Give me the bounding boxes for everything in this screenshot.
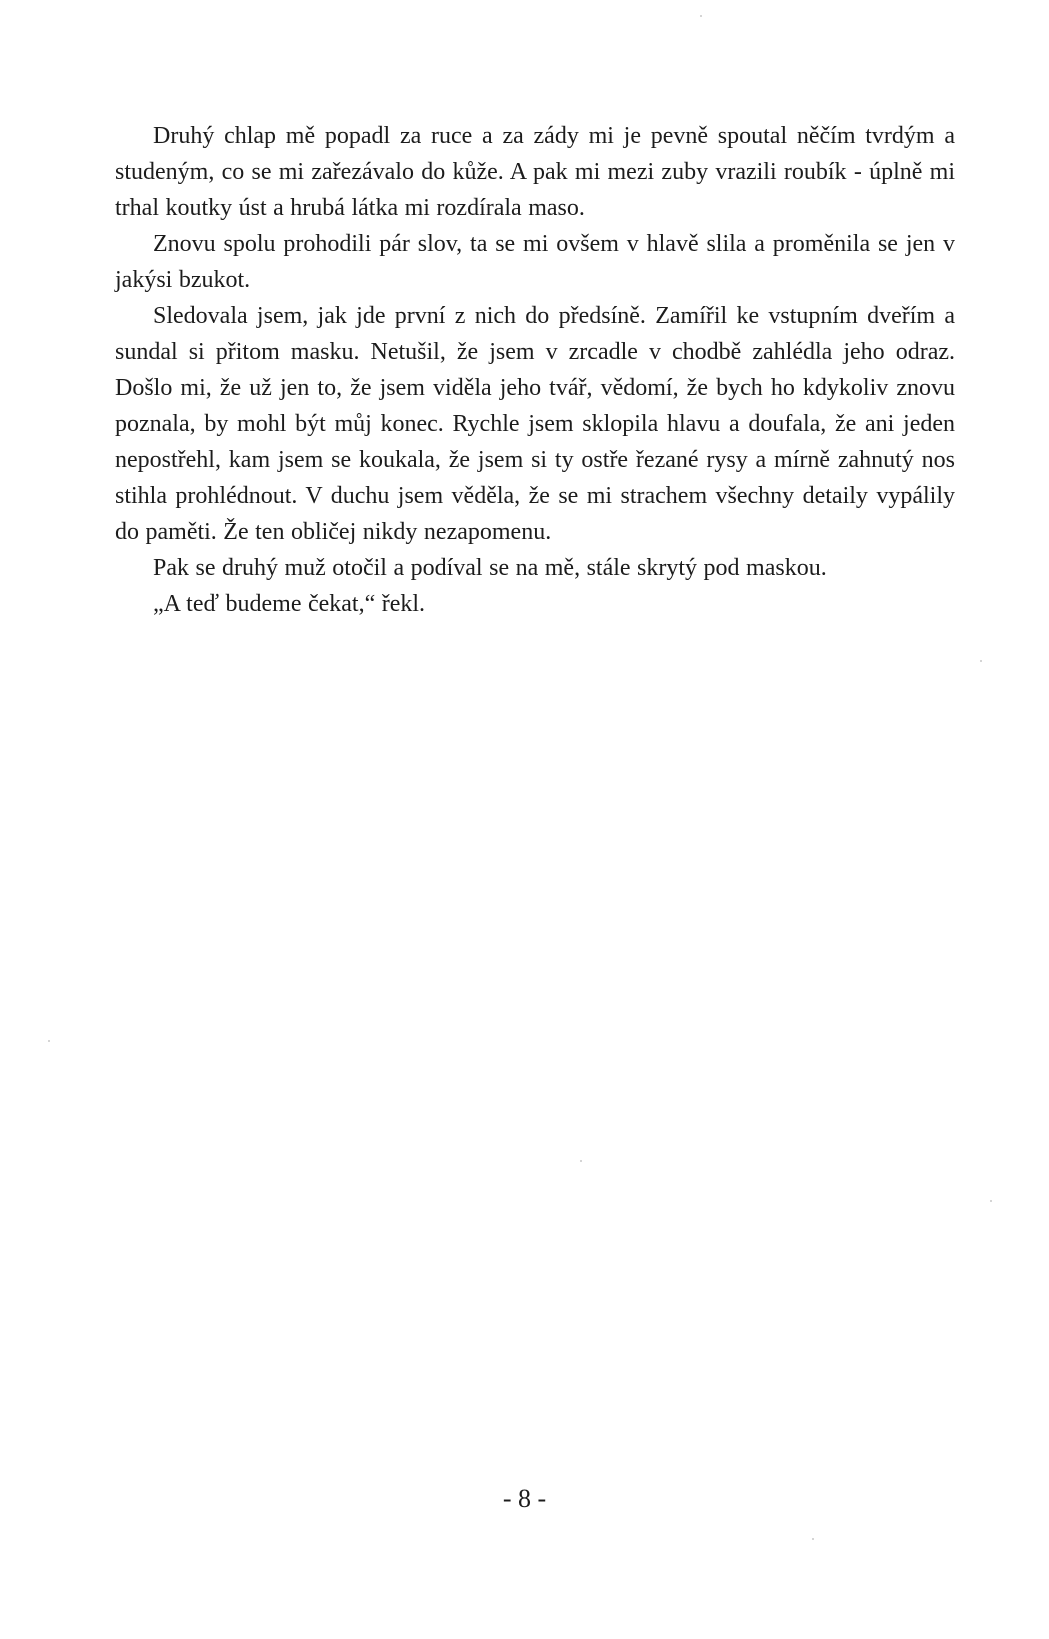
scan-speck	[580, 1160, 582, 1162]
scan-speck	[812, 1538, 814, 1540]
paragraph-2: Znovu spolu prohodili pár slov, ta se mi ovšem v hlavě slila a proměnila se jen v jakýsi bzukot.	[115, 231, 955, 293]
paragraph-1: Druhý chlap mě popadl za ruce a za zády mi je pevně spoutal něčím tvrdým a studeným, co se mi zařezávalo do kůže. A pak mi mezi zuby vrazili roubík - úplně mi trhal koutky úst a hrubá látka mi rozdírala maso.	[115, 123, 955, 221]
scan-speck	[990, 1200, 992, 1202]
scan-speck	[980, 660, 982, 662]
scan-speck	[700, 15, 702, 17]
paragraph-5: „A teď budeme čekat,“ řekl.	[153, 591, 426, 617]
body-text	[115, 118, 955, 622]
page-number: - 8 -	[502, 1484, 547, 1513]
paragraph-4: Pak se druhý muž otočil a podíval se na mě, stále skrytý pod maskou.	[153, 555, 827, 581]
scan-speck	[48, 1040, 50, 1042]
paragraph-3: Sledovala jsem, jak jde první z nich do předsíně. Zamířil ke vstupním dveřím a sundal si přitom masku. Netušil, že jsem v zrcadle v chodbě zahlédla jeho odraz. Došlo mi, že už jen to, že jsem viděla jeho tvář, vědomí, že bych ho kdykoliv znovu poznala, by mohl být můj konec. Rychle jsem sklopila hlavu a doufala, že ani jeden nepostřehl, kam jsem se koukala, že jsem si ty ostře řezané rysy a mírně zahnutý nos stihla prohlédnout. V duchu jsem věděla, že se mi strachem všechny detaily vypálily do paměti. Že ten obličej nikdy nezapomenu.	[115, 303, 955, 545]
